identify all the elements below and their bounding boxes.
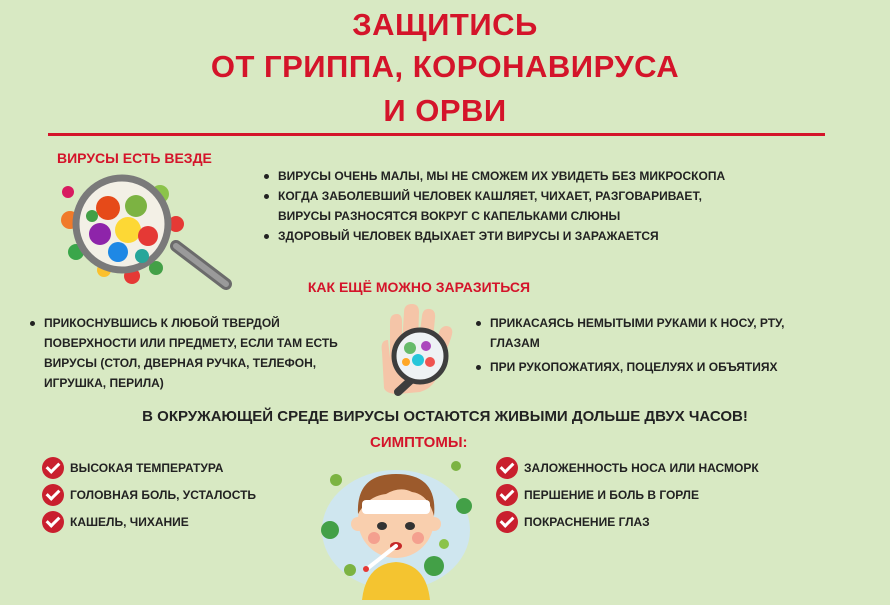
symptom-nasal-congestion [496,454,816,481]
check-icon [42,511,64,533]
check-icon [42,457,64,479]
check-icon [496,511,518,533]
symptom-cough [42,508,322,535]
title-line-2: ОТ ГРИППА, КОРОНАВИРУСА [210,49,680,84]
symptom-cough-label: КАШЕЛЬ, ЧИХАНИЕ [70,514,189,529]
symptom-red-eyes [496,508,816,535]
symptom-headache-label: ГОЛОВНАЯ БОЛЬ, УСТАЛОСТЬ [70,487,257,502]
symptom-red-eyes-label: ПОКРАСНЕНИЕ ГЛАЗ [524,514,650,529]
section-viruses-everywhere-heading: ВИРУСЫ ЕСТЬ ВЕЗДЕ [57,150,212,166]
bullet-touch-surface-line4: ИГРУШКА, ПЕРИЛА) [44,376,164,390]
environment-note: В ОКРУЖАЮЩЕЙ СРЕДЕ ВИРУСЫ ОСТАЮТСЯ ЖИВЫМИ ДОЛЬШЕ ДВУХ ЧАСОВ! [142,408,748,425]
contact-surface-item [28,313,368,393]
bullet-touch-surface-line2: ПОВЕРХНОСТИ ИЛИ ПРЕДМЕТУ, ЕСЛИ ТАМ ЕСТЬ [44,336,338,350]
bullet-sick-person-coughs-line1: КОГДА ЗАБОЛЕВШИЙ ЧЕЛОВЕК КАШЛЯЕТ, ЧИХАЕТ, РАЗГОВАРИВАЕТ, [278,189,702,203]
bullet-sick-person-coughs-line2: ВИРУСЫ РАЗНОСЯТСЯ ВОКРУГ С КАПЕЛЬКАМИ СЛЮНЫ [278,209,621,223]
bullet-unwashed-hands [474,313,874,353]
symptoms-right-list [496,454,816,535]
check-icon [496,484,518,506]
viruses-everywhere-list [262,166,782,246]
title-line-1: ЗАЩИТИСЬ [352,7,538,42]
magnifier-viruses-icon [48,172,248,296]
bullet-healthy-person-inhales: ЗДОРОВЫЙ ЧЕЛОВЕК ВДЫХАЕТ ЭТИ ВИРУСЫ И ЗАРАЖАЕТСЯ [262,226,782,246]
check-icon [496,457,518,479]
bullet-unwashed-hands-line2: ГЛАЗАМ [490,336,540,350]
symptoms-heading: СИМПТОМЫ: [370,434,468,451]
title-line-3: И ОРВИ [383,93,507,128]
bullet-viruses-small: ВИРУСЫ ОЧЕНЬ МАЛЫ, МЫ НЕ СМОЖЕМ ИХ УВИДЕТЬ БЕЗ МИКРОСКОПА [262,166,782,186]
sick-child-icon [316,444,476,600]
symptom-high-temperature-label: ВЫСОКАЯ ТЕМПЕРАТУРА [70,460,224,475]
bullet-touch-surface-line3: ВИРУСЫ (СТОЛ, ДВЕРНАЯ РУЧКА, ТЕЛЕФОН, [44,356,317,370]
symptoms-left-list [42,454,322,535]
hand-viruses-icon [364,300,464,400]
symptom-high-temperature [42,454,322,481]
contact-hands-list [474,313,874,377]
check-icon [42,484,64,506]
section-how-else-infected-heading: КАК ЕЩЁ МОЖНО ЗАРАЗИТЬСЯ [307,279,531,295]
bullet-handshakes: ПРИ РУКОПОЖАТИЯХ, ПОЦЕЛУЯХ И ОБЪЯТИЯХ [474,357,874,377]
symptom-headache [42,481,322,508]
bullet-unwashed-hands-line1: ПРИКАСАЯСЬ НЕМЫТЫМИ РУКАМИ К НОСУ, РТУ, [490,316,785,330]
bullet-touch-surface [28,313,368,333]
symptom-nasal-congestion-label: ЗАЛОЖЕННОСТЬ НОСА ИЛИ НАСМОРК [524,460,759,475]
bullet-touch-surface-line1: ПРИКОСНУВШИСЬ К ЛЮБОЙ ТВЕРДОЙ [44,316,280,330]
bullet-sick-person-coughs [262,186,782,226]
symptom-sore-throat-label: ПЕРШЕНИЕ И БОЛЬ В ГОРЛЕ [524,487,699,502]
symptom-sore-throat [496,481,816,508]
title-divider [48,133,825,136]
